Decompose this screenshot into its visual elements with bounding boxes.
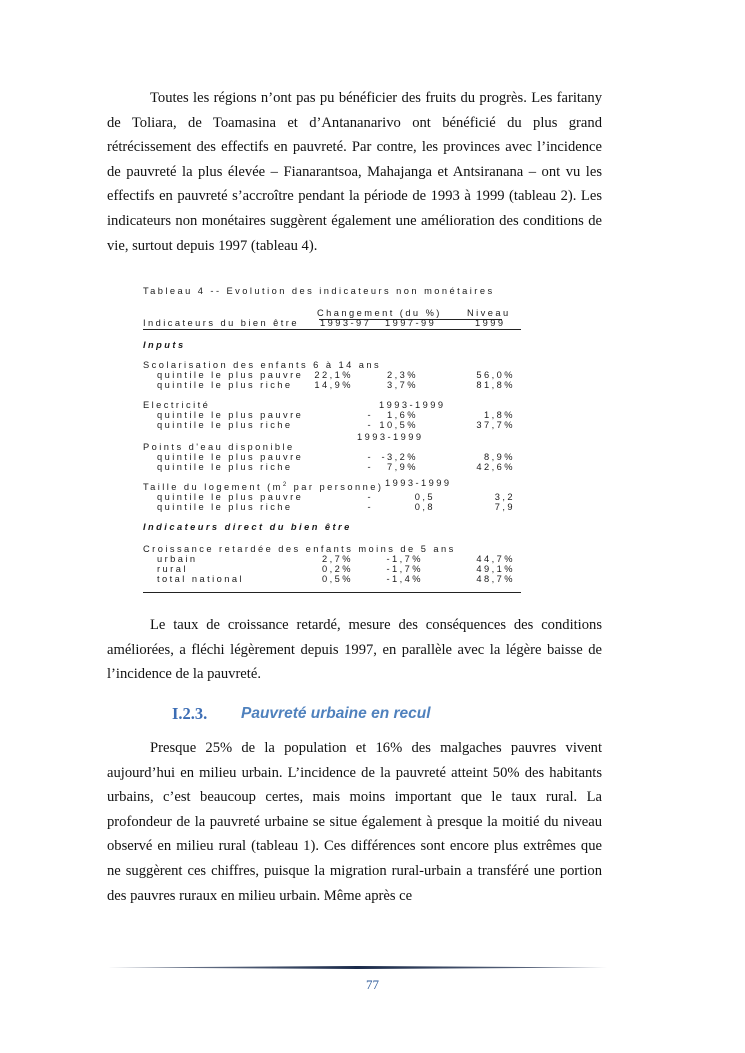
- group-points-eau: Points d'eau disponible: [143, 442, 295, 452]
- cell-level-1999: 42,6%: [476, 462, 515, 472]
- group-logement: Taille du logement ($m^2$ par personne): [143, 482, 384, 493]
- header-period-1997-99: 1997-99: [385, 318, 437, 328]
- section-number: I.2.3.: [172, 704, 208, 723]
- cell-level-1999: 48,7%: [476, 574, 515, 584]
- cell-change-1997-99: -1,7%: [386, 554, 423, 564]
- header-bottom-rule: [143, 329, 521, 330]
- row-label: quintile le plus pauvre: [157, 370, 304, 380]
- cell-change-1993-97: -: [367, 410, 373, 420]
- paragraph-regions: Toutes les régions n’ont pas pu bénéficier des fruits du progrès. Les faritany de Toliara, de Toamasina et d’Antananarivo ont bénéficié du plus grand rétrécissement des effectifs en pauvreté. Par contre, les provinces avec l’incidence de pauvreté la plus élevée – Fianarantsoa, Mahajanga et Antsiranana – ont vu les effectifs en pauvreté s’accroître pendant la période de 1993 à 1999 (tableau 2). Les indicateurs non monétaires suggèrent également une amélioration des conditions de vie, surtout depuis 1997 (tableau 4).: [107, 90, 602, 254]
- cell-level-1999: 81,8%: [476, 380, 515, 390]
- cell-change-1997-99: 2,3%: [387, 370, 418, 380]
- row-label: total national: [157, 574, 245, 584]
- cell-change-1993-97: 2,7%: [322, 554, 353, 564]
- row-label: rural: [157, 564, 188, 574]
- cell-change-1997-99: 3,7%: [387, 380, 418, 390]
- row-label: quintile le plus riche: [157, 420, 293, 430]
- cell-change-1993-97: 22,1%: [314, 370, 353, 380]
- header-col-label: Indicateurs du bien être: [143, 318, 299, 328]
- cell-change-1997-99: 1,6%: [387, 410, 418, 420]
- section-direct: Indicateurs direct du bien être: [143, 522, 352, 532]
- table-bottom-rule: [143, 592, 521, 593]
- cell-level-1999: 8,9%: [484, 452, 515, 462]
- cell-change-1993-97: -: [367, 420, 373, 430]
- logement-period: 1993-1999: [385, 478, 452, 488]
- header-changement: Changement (du %): [317, 308, 442, 318]
- cell-change-1993-97: -: [367, 502, 373, 512]
- cell-change-1993-97: 0,2%: [322, 564, 353, 574]
- section-inputs: Inputs: [143, 340, 186, 350]
- paragraph-pauvrete-urbaine: Presque 25% de la population et 16% des malgaches pauvres vivent aujourd’hui en milieu urbain. L’incidence de la pauvreté atteint 50% des habitants urbains, c’est beaucoup certes, mais moins important que le taux rural. La profondeur de la pauvreté urbaine se situe également à presque la moitié du niveau observé en milieu rural (tableau 1). Ces différences sont encore plus extrêmes que ne suggèrent ces chiffres, puisque la migration rural-urbain a transféré une portion des pauvres ruraux en milieu urbain. Même après ce: [107, 740, 602, 904]
- cell-level-1999: 49,1%: [476, 564, 515, 574]
- cell-change-1997-99: 7,9%: [387, 462, 418, 472]
- footer-divider: [107, 966, 607, 969]
- cell-change-1997-99: 10,5%: [379, 420, 418, 430]
- group-electricite: Electricité: [143, 400, 211, 410]
- cell-change-1997-99: -1,4%: [386, 574, 423, 584]
- group-croissance: Croissance retardée des enfants moins de 5 ans: [143, 544, 456, 554]
- paragraph-croissance: Le taux de croissance retardé, mesure des conséquences des conditions améliorées, a fléchi légèrement depuis 1997, en parallèle avec la légère baisse de l’incidence de la pauvreté.: [107, 617, 602, 683]
- cell-level-1999: 1,8%: [484, 410, 515, 420]
- cell-change-1993-97: 0,5%: [322, 574, 353, 584]
- cell-level-1999: 56,0%: [476, 370, 515, 380]
- header-niveau: Niveau: [467, 308, 511, 318]
- row-label: quintile le plus pauvre: [157, 452, 304, 462]
- section-heading: [172, 704, 431, 724]
- cell-change-1993-97: -: [367, 462, 373, 472]
- cell-level-1999: 3,2: [494, 492, 515, 502]
- header-year-1999: 1999: [475, 318, 506, 328]
- cell-level-1999: 7,9: [494, 502, 515, 512]
- page-number: 77: [366, 977, 379, 992]
- table-caption: Tableau 4 -- Evolution des indicateurs non monétaires: [143, 286, 495, 296]
- cell-change-1997-99: 0,8: [414, 502, 435, 512]
- row-label: quintile le plus riche: [157, 380, 293, 390]
- group-scolarisation: Scolarisation des enfants 6 à 14 ans: [143, 360, 382, 370]
- eau-period: 1993-1999: [357, 432, 424, 442]
- cell-change-1993-97: 14,9%: [314, 380, 353, 390]
- cell-change-1997-99: -3,2%: [381, 452, 418, 462]
- row-label: quintile le plus riche: [157, 502, 293, 512]
- header-period-1993-97: 1993-97: [320, 318, 372, 328]
- cell-change-1993-97: -: [367, 492, 373, 502]
- row-label: quintile le plus riche: [157, 462, 293, 472]
- cell-change-1997-99: -1,7%: [386, 564, 423, 574]
- row-label: quintile le plus pauvre: [157, 492, 304, 502]
- section-title: Pauvreté urbaine en recul: [241, 705, 431, 722]
- cell-level-1999: 44,7%: [476, 554, 515, 564]
- row-label: urbain: [157, 554, 198, 564]
- row-label: quintile le plus pauvre: [157, 410, 304, 420]
- cell-level-1999: 37,7%: [476, 420, 515, 430]
- electricite-period: 1993-1999: [379, 400, 446, 410]
- cell-change-1997-99: 0,5: [414, 492, 435, 502]
- cell-change-1993-97: -: [367, 452, 373, 462]
